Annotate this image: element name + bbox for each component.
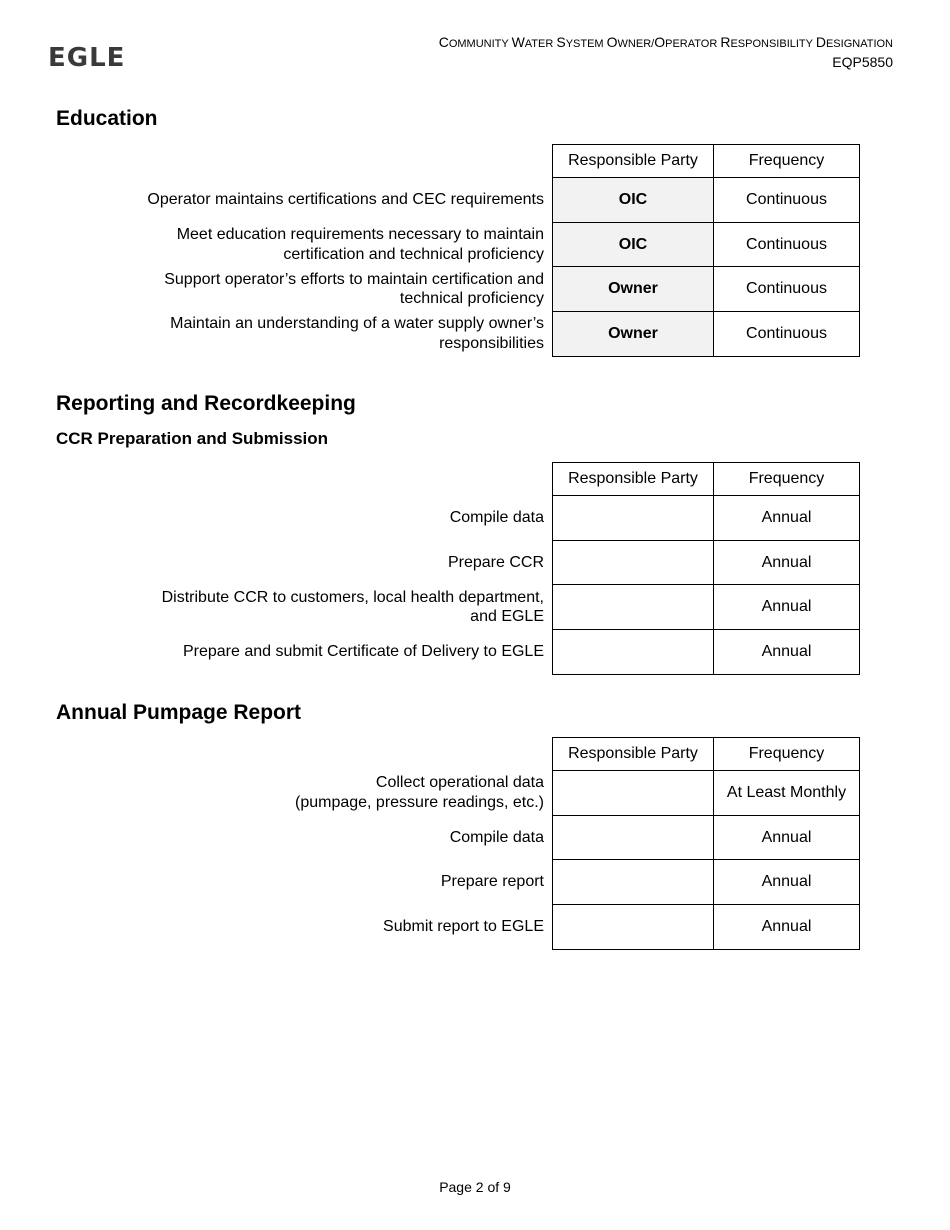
header-responsible-party: Responsible Party	[552, 462, 714, 496]
task-line: Maintain an understanding of a water supply owner’s	[170, 315, 544, 333]
egle-logo: EGLE	[48, 43, 126, 73]
task-line: certification and technical proficiency	[283, 245, 544, 263]
form-number: EQP5850	[832, 54, 893, 70]
task-line: Distribute CCR to customers, local health department,	[161, 588, 544, 606]
table-header-row	[56, 737, 868, 771]
frequency-cell: Continuous	[713, 266, 860, 312]
task-line: Operator maintains certifications and CEC requirements	[147, 191, 544, 209]
table-row	[56, 177, 868, 223]
table-row	[56, 540, 868, 586]
reporting-heading: Reporting and Recordkeeping	[56, 392, 356, 415]
frequency-cell: Annual	[713, 859, 860, 905]
title-small-caps: ESPONSIBILITY	[730, 38, 816, 50]
frequency-cell: Continuous	[713, 311, 860, 357]
task-line: (pumpage, pressure readings, etc.)	[294, 793, 544, 811]
responsible-party-cell	[552, 770, 714, 816]
responsible-party-cell	[552, 540, 714, 586]
frequency-cell: Continuous	[713, 177, 860, 223]
task-label	[56, 584, 552, 630]
header-frequency: Frequency	[713, 144, 860, 178]
title-small-caps: PERATOR	[665, 38, 721, 50]
task-label	[56, 770, 552, 816]
title-capital: S	[556, 34, 566, 50]
table-row	[56, 266, 868, 312]
title-small-caps: ATER	[524, 38, 557, 50]
header-frequency: Frequency	[713, 462, 860, 496]
header-responsible-party: Responsible Party	[552, 144, 714, 178]
responsible-party-cell: OIC	[552, 222, 714, 268]
responsible-party-cell: Owner	[552, 266, 714, 312]
task-line: Submit report to EGLE	[383, 918, 544, 936]
task-label	[56, 177, 552, 223]
table-row	[56, 629, 868, 675]
document-title	[439, 33, 893, 53]
responsible-party-cell: OIC	[552, 177, 714, 223]
pumpage-table	[56, 737, 868, 950]
task-label	[56, 266, 552, 312]
education-table	[56, 144, 868, 357]
title-small-caps: ESIGNATION	[825, 38, 893, 50]
table-row	[56, 770, 868, 816]
table-row	[56, 904, 868, 950]
task-line: Support operator’s efforts to maintain certification and	[164, 270, 544, 288]
responsible-party-cell: Owner	[552, 311, 714, 357]
table-row	[56, 222, 868, 268]
document-header	[439, 33, 893, 71]
task-line: Meet education requirements necessary to maintain	[176, 226, 544, 244]
table-header-row	[56, 462, 868, 496]
header-spacer	[56, 144, 552, 178]
task-line: Prepare and submit Certificate of Delivery to EGLE	[182, 643, 544, 661]
table-row	[56, 495, 868, 541]
frequency-cell: Annual	[713, 584, 860, 630]
task-line: Compile data	[449, 509, 544, 527]
task-label	[56, 629, 552, 675]
page-number: Page 2 of 9	[439, 1179, 511, 1195]
task-label	[56, 540, 552, 586]
frequency-cell: Annual	[713, 495, 860, 541]
table-row	[56, 311, 868, 357]
table-header-row	[56, 144, 868, 178]
task-label	[56, 859, 552, 905]
task-label	[56, 904, 552, 950]
title-capital: W	[511, 34, 525, 50]
responsible-party-cell	[552, 859, 714, 905]
frequency-cell: Annual	[713, 629, 860, 675]
task-line: Collect operational data	[375, 774, 544, 792]
responsible-party-cell	[552, 815, 714, 861]
responsible-party-cell	[552, 495, 714, 541]
title-capital: O	[606, 34, 618, 50]
title-small-caps: WNER/	[617, 38, 655, 50]
responsible-party-cell	[552, 904, 714, 950]
title-small-caps: YSTEM	[565, 38, 607, 50]
task-line: responsibilities	[439, 334, 544, 352]
task-line: Compile data	[449, 828, 544, 846]
task-line: and EGLE	[470, 608, 544, 626]
title-capital: R	[720, 34, 731, 50]
table-row	[56, 815, 868, 861]
frequency-cell: Annual	[713, 904, 860, 950]
task-label	[56, 222, 552, 268]
frequency-cell: Annual	[713, 815, 860, 861]
header-responsible-party: Responsible Party	[552, 737, 714, 771]
task-label	[56, 495, 552, 541]
task-line: technical proficiency	[399, 290, 544, 308]
header-spacer	[56, 737, 552, 771]
title-small-caps: OMMUNITY	[448, 38, 512, 50]
title-capital: O	[654, 34, 666, 50]
table-row	[56, 859, 868, 905]
responsible-party-cell	[552, 584, 714, 630]
header-frequency: Frequency	[713, 737, 860, 771]
header-spacer	[56, 462, 552, 496]
task-label	[56, 815, 552, 861]
task-label	[56, 311, 552, 357]
responsible-party-cell	[552, 629, 714, 675]
title-capital: D	[815, 34, 826, 50]
ccr-table	[56, 462, 868, 675]
task-line: Prepare CCR	[447, 553, 544, 571]
education-heading: Education	[56, 107, 158, 130]
ccr-subheading: CCR Preparation and Submission	[56, 429, 329, 448]
frequency-cell: Continuous	[713, 222, 860, 268]
pumpage-heading: Annual Pumpage Report	[56, 701, 302, 724]
task-line: Prepare report	[440, 873, 544, 891]
table-row	[56, 584, 868, 630]
frequency-cell: Annual	[713, 540, 860, 586]
frequency-cell: At Least Monthly	[713, 770, 860, 816]
title-capital: C	[438, 34, 449, 50]
